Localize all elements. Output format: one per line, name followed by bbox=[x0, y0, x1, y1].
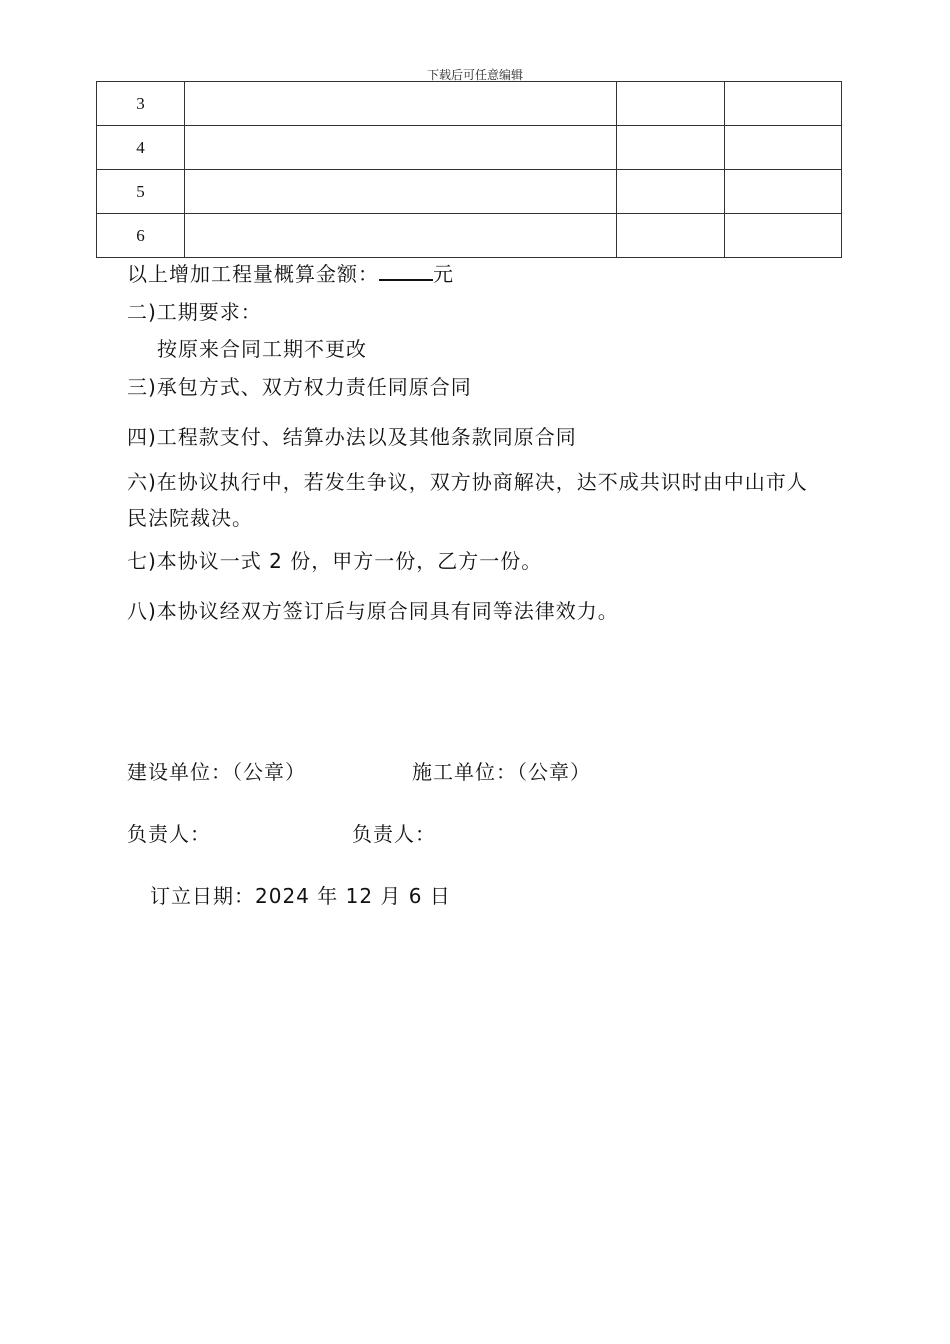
table-row bbox=[97, 126, 842, 170]
row-cell bbox=[617, 126, 725, 170]
row-cell bbox=[725, 170, 842, 214]
estimate-prefix: 以上增加工程量概算金额： bbox=[127, 262, 379, 286]
row-description bbox=[185, 126, 617, 170]
row-cell bbox=[617, 214, 725, 258]
items-table bbox=[96, 81, 842, 258]
table-row bbox=[97, 82, 842, 126]
estimate-suffix: 元 bbox=[433, 262, 454, 286]
owner-representative: 负责人： bbox=[127, 822, 211, 846]
builder-unit-seal: 施工单位：（公章） bbox=[412, 760, 591, 784]
table-row bbox=[97, 214, 842, 258]
section-3: 三)承包方式、双方权力责任同原合同 bbox=[127, 375, 472, 399]
row-number: 5 bbox=[97, 170, 185, 214]
row-number: 4 bbox=[97, 126, 185, 170]
row-cell bbox=[725, 126, 842, 170]
header-note: 下载后可任意编辑 bbox=[426, 68, 523, 82]
row-cell bbox=[725, 214, 842, 258]
estimate-amount-blank bbox=[379, 261, 433, 281]
row-cell bbox=[617, 82, 725, 126]
row-description bbox=[185, 170, 617, 214]
row-cell bbox=[617, 170, 725, 214]
row-number: 6 bbox=[97, 214, 185, 258]
section-4: 四)工程款支付、结算办法以及其他条款同原合同 bbox=[127, 425, 577, 449]
table-row bbox=[97, 170, 842, 214]
section-7: 七)本协议一式 2 份，甲方一份，乙方一份。 bbox=[127, 549, 543, 573]
section-8: 八)本协议经双方签订后与原合同具有同等法律效力。 bbox=[127, 599, 619, 623]
section-6: 六)在协议执行中，若发生争议，双方协商解决，达不成共识时由中山市人民法院裁决。 bbox=[127, 470, 808, 530]
signing-date: 订立日期：2024 年 12 月 6 日 bbox=[150, 884, 451, 908]
row-number: 3 bbox=[97, 82, 185, 126]
row-cell bbox=[725, 82, 842, 126]
section-2-body: 按原来合同工期不更改 bbox=[157, 337, 367, 361]
row-description bbox=[185, 82, 617, 126]
estimate-line bbox=[127, 258, 454, 287]
owner-unit-seal: 建设单位：（公章） bbox=[127, 760, 306, 784]
builder-representative: 负责人： bbox=[352, 822, 436, 846]
section-2-title: 二)工期要求： bbox=[127, 300, 262, 324]
row-description bbox=[185, 214, 617, 258]
